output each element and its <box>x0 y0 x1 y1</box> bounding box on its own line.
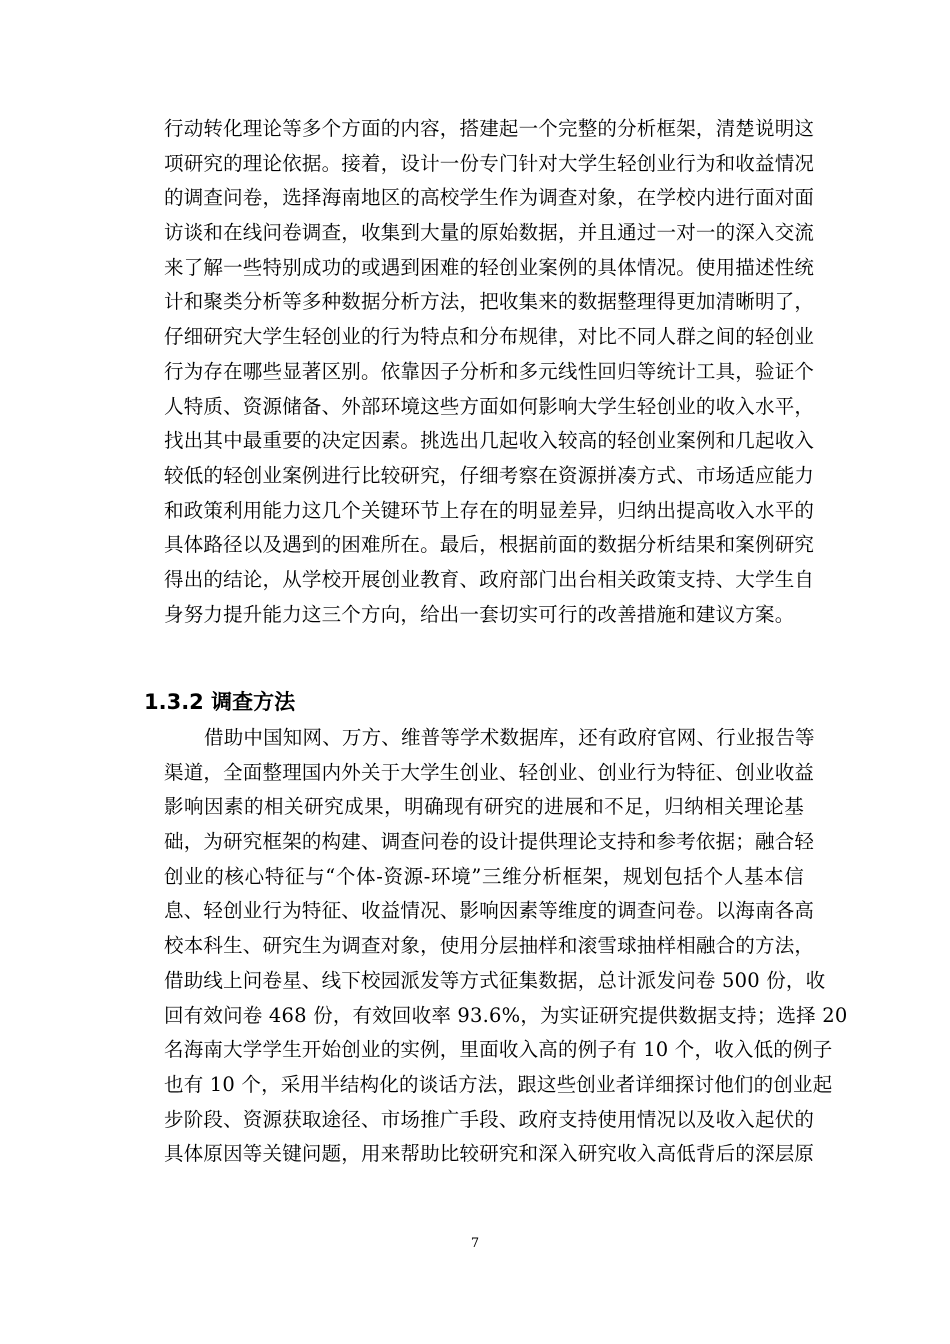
text-line: 访谈和在线问卷调查，收集到大量的原始数据，并且通过一对一的深入交流 <box>164 221 815 245</box>
text-line: 较低的轻创业案例进行比较研究，仔细考察在资源拼凑方式、市场适应能力 <box>164 463 815 487</box>
section-heading: 1.3.2 调查方法 <box>144 690 296 714</box>
text-line: 础，为研究框架的构建、调查问卷的设计提供理论支持和参考依据；融合轻 <box>164 830 815 854</box>
text-line: 借助中国知网、万方、维普等学术数据库，还有政府官网、行业报告等 <box>204 726 815 749</box>
text-line: 找出其中最重要的决定因素。挑选出几起收入较高的轻创业案例和几起收入 <box>164 429 815 453</box>
page-number: 7 <box>470 1236 480 1251</box>
text-line: 人特质、资源储备、外部环境这些方面如何影响大学生轻创业的收入水平， <box>164 394 815 418</box>
text-line: 来了解一些特别成功的或遇到困难的轻创业案例的具体情况。使用描述性统 <box>164 255 815 279</box>
body-paragraph-1 <box>164 112 815 632</box>
text-line: 渠道，全面整理国内外关于大学生创业、轻创业、创业行为特征、创业收益 <box>164 760 815 784</box>
text-line: 名海南大学学生开始创业的实例，里面收入高的例子有 10 个，收入低的例子 <box>164 1038 833 1062</box>
text-line: 的调查问卷，选择海南地区的高校学生作为调查对象，在学校内进行面对面 <box>164 186 815 210</box>
text-line: 仔细研究大学生轻创业的行为特点和分布规律，对比不同人群之间的轻创业 <box>164 325 815 349</box>
text-line: 步阶段、资源获取途径、市场推广手段、政府支持使用情况以及收入起伏的 <box>164 1107 815 1131</box>
body-paragraph-2 <box>164 721 848 1172</box>
text-line: 项研究的理论依据。接着，设计一份专门针对大学生轻创业行为和收益情况 <box>164 151 815 175</box>
text-line: 和政策利用能力这几个关键环节上存在的明显差异，归纳出提高收入水平的 <box>164 498 815 522</box>
text-line: 身努力提升能力这三个方向，给出一套切实可行的改善措施和建议方案。 <box>164 602 795 626</box>
text-line: 行动转化理论等多个方面的内容，搭建起一个完整的分析框架，清楚说明这 <box>164 117 815 140</box>
text-line: 行为存在哪些显著区别。依靠因子分析和多元线性回归等统计工具，验证个 <box>164 359 815 383</box>
text-line: 借助线上问卷星、线下校园派发等方式征集数据，总计派发问卷 500 份，收 <box>164 968 826 992</box>
text-line: 影响因素的相关研究成果，明确现有研究的进展和不足，归纳相关理论基 <box>164 795 804 819</box>
text-line: 创业的核心特征与“个体-资源-环境”三维分析框架，规划包括个人基本信 <box>164 864 804 888</box>
text-line: 校本科生、研究生为调查对象，使用分层抽样和滚雪球抽样相融合的方法， <box>164 934 815 958</box>
text-line: 息、轻创业行为特征、收益情况、影响因素等维度的调查问卷。以海南各高 <box>164 899 815 923</box>
text-line: 具体路径以及遇到的困难所在。最后，根据前面的数据分析结果和案例研究 <box>164 533 815 557</box>
text-line: 回有效问卷 468 份，有效回收率 93.6%，为实证研究提供数据支持；选择 20 <box>164 1003 848 1027</box>
text-line: 得出的结论，从学校开展创业教育、政府部门出台相关政策支持、大学生自 <box>164 567 815 591</box>
text-line: 也有 10 个，采用半结构化的谈话方法，跟这些创业者详细探讨他们的创业起 <box>164 1072 833 1096</box>
text-line: 具体原因等关键问题，用来帮助比较研究和深入研究收入高低背后的深层原 <box>164 1142 815 1166</box>
text-line: 计和聚类分析等多种数据分析方法，把收集来的数据整理得更加清晰明了， <box>164 290 815 314</box>
